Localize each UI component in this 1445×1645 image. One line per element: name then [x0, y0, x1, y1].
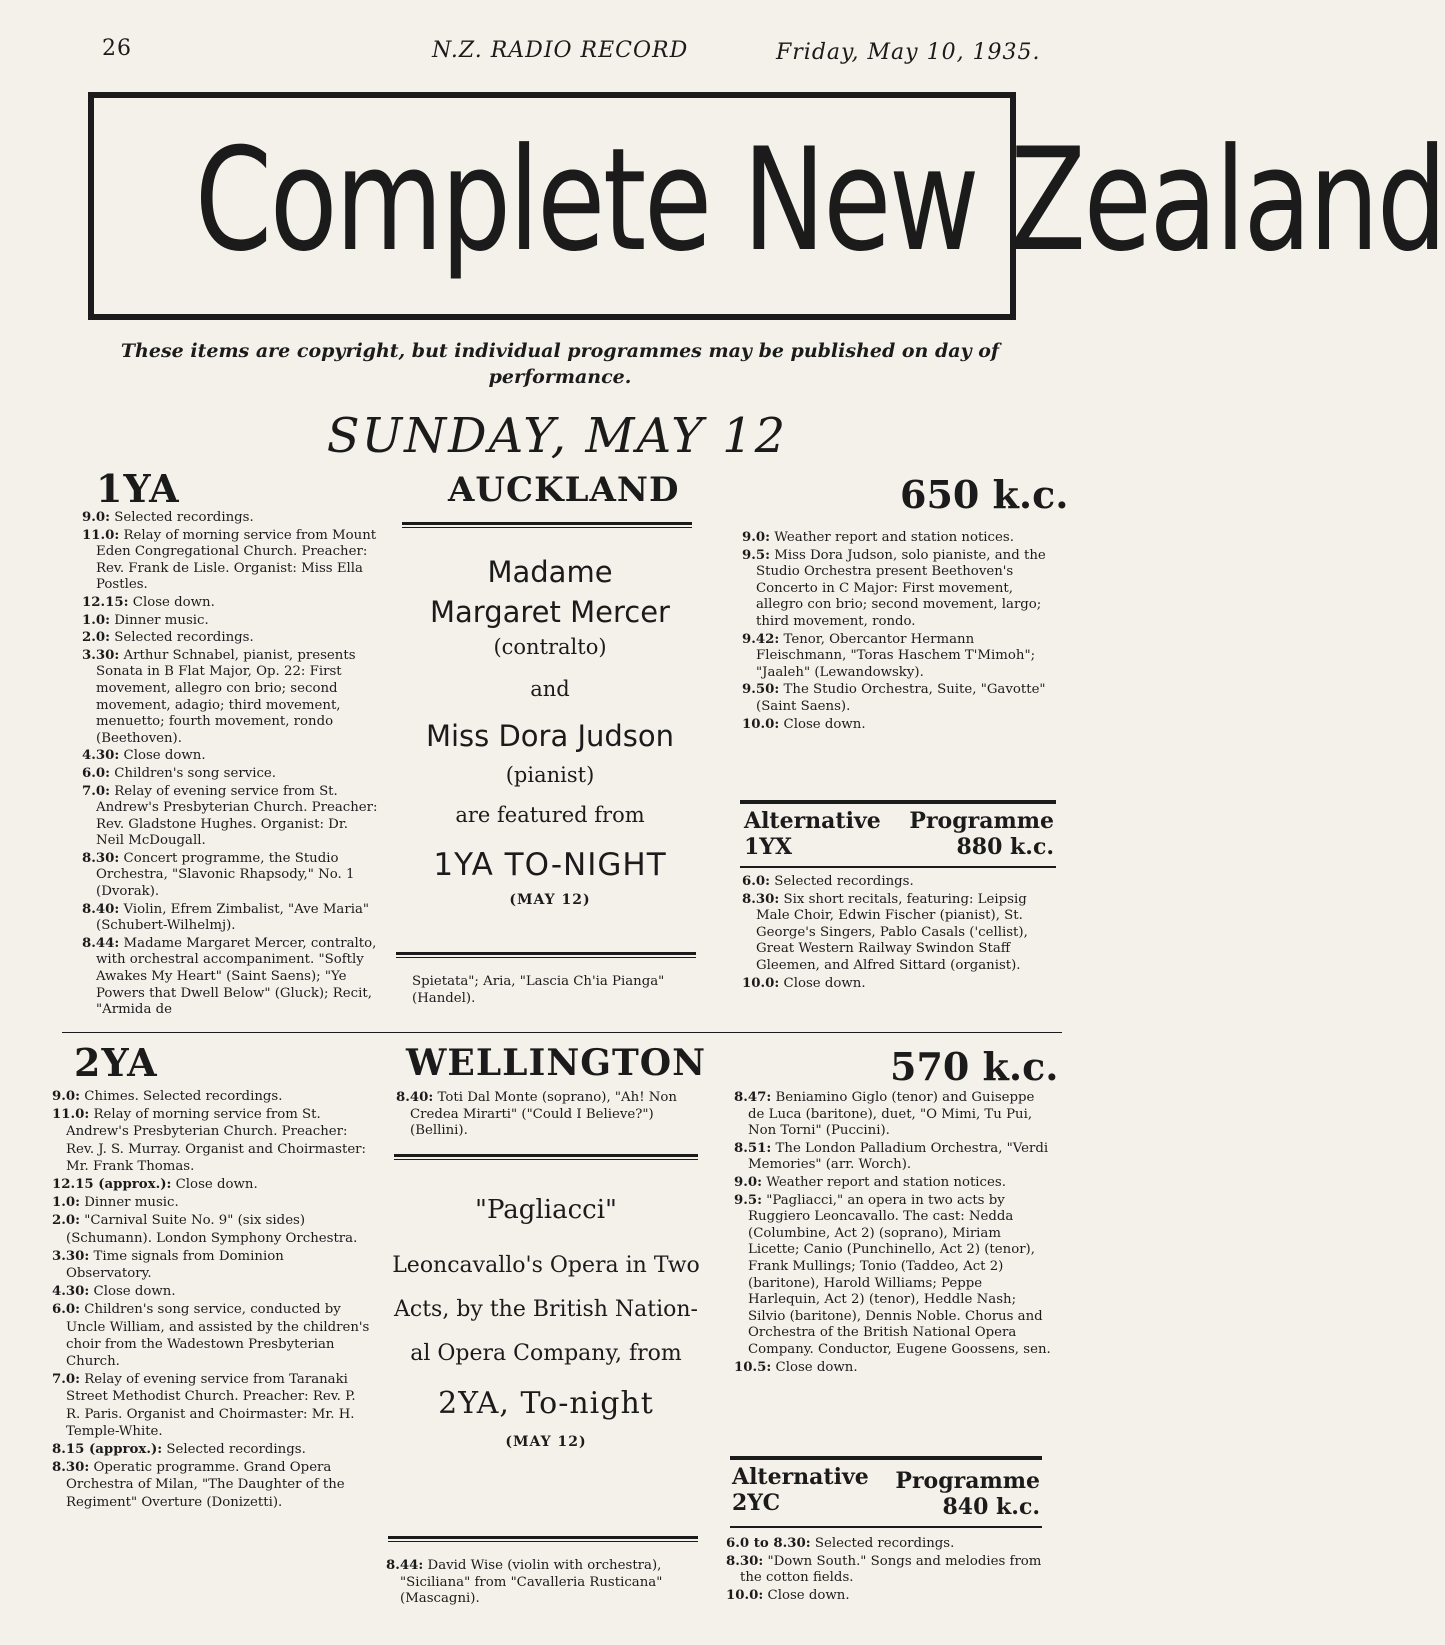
alt-label: Alternative	[732, 1464, 869, 1490]
divider	[396, 957, 696, 958]
programme-item	[742, 632, 1056, 682]
item-text: Close down.	[779, 716, 866, 732]
auckland-feature-box	[400, 552, 700, 908]
item-text: The Studio Orchestra, Suite, "Gavotte" (Saint Saens).	[756, 682, 1046, 714]
auckland-left-column	[82, 510, 380, 1020]
item-time: 12.15 (approx.):	[52, 1177, 172, 1193]
item-time: 8.30:	[742, 891, 780, 907]
programme-item	[52, 1194, 370, 1211]
item-text: The London Palladium Orchestra, "Verdi Memories" (arr. Worch).	[748, 1140, 1049, 1173]
programme-item	[52, 1176, 370, 1193]
programme-item	[734, 1175, 1052, 1192]
programme-item	[82, 613, 380, 630]
wellington-right-column	[734, 1090, 1052, 1377]
feature-line: (MAY 12)	[505, 1434, 587, 1450]
item-text: Selected recordings.	[162, 1442, 306, 1458]
item-time: 6.0 to 8.30:	[726, 1536, 811, 1551]
item-text: Dinner music.	[80, 1195, 179, 1211]
item-time: 9.0:	[52, 1089, 81, 1104]
city-auckland: AUCKLAND	[448, 470, 680, 510]
item-time: 11.0:	[52, 1107, 90, 1123]
item-text: Weather report and station notices.	[762, 1174, 1006, 1190]
feature-line: (pianist)	[505, 763, 595, 787]
section-divider	[62, 1032, 1062, 1033]
item-text: Selected recordings.	[110, 510, 254, 525]
copyright-notice: These items are copyright, but individual programmes may be published on day of performance.	[120, 340, 1000, 388]
feature-line: (contralto)	[493, 635, 607, 659]
item-text: Relay of morning service from Mount Eden Congregational Church. Preacher: Rev. Frank de Lisle. Organist: Miss Ella Postles.	[96, 527, 377, 593]
programme-item	[726, 1554, 1052, 1587]
item-time: 6.0:	[742, 874, 771, 889]
divider	[388, 1536, 698, 1539]
item-time: 3.30:	[82, 647, 120, 663]
item-time: 8.47:	[734, 1090, 772, 1105]
programme-item	[52, 1106, 370, 1175]
programme-item	[734, 1193, 1052, 1359]
alt-station: 2YC	[732, 1490, 781, 1516]
wellington-center-bottom	[386, 1558, 714, 1608]
item-time: 4.30:	[82, 748, 120, 764]
item-time: 7.0:	[82, 783, 111, 799]
item-text: Children's song service, conducted by Uncle William, and assisted by the children's choir from the Wadestown Presbyterian Church.	[66, 1302, 370, 1370]
item-text: Close down.	[89, 1284, 176, 1300]
programme-item	[52, 1283, 370, 1300]
item-text: Close down.	[763, 1587, 850, 1603]
item-text: Selected recordings.	[810, 1536, 955, 1551]
alternative-2yc-box	[730, 1456, 1042, 1528]
feature-line: are featured from	[455, 803, 645, 827]
item-text: Close down.	[779, 975, 866, 991]
divider	[402, 527, 692, 528]
programme-item	[82, 748, 380, 765]
wellington-left-column	[52, 1088, 370, 1512]
alt-label2: Programme	[895, 1468, 1040, 1494]
item-time: 8.30:	[82, 850, 120, 866]
programme-item	[742, 717, 1056, 734]
item-time: 9.50:	[742, 682, 780, 698]
item-time: 12.15:	[82, 594, 129, 610]
programme-item	[82, 851, 380, 901]
divider	[402, 522, 692, 525]
title-banner	[88, 92, 1445, 320]
city-wellington: WELLINGTON	[406, 1042, 707, 1084]
item-text: Operatic programme. Grand Opera Orchestra of Milan, "The Daughter of the Regiment" Overture (Donizetti).	[66, 1460, 345, 1510]
item-time: 8.30:	[52, 1460, 90, 1476]
item-time: 2.0:	[82, 630, 111, 646]
item-time: 8.44:	[386, 1558, 424, 1573]
divider	[388, 1541, 698, 1542]
programme-item	[82, 595, 380, 612]
item-time: 9.0:	[734, 1174, 763, 1190]
item-time: 6.0:	[52, 1302, 81, 1318]
item-time: 10.0:	[742, 716, 780, 732]
programme-item	[82, 936, 380, 1019]
item-text: Violin, Efrem Zimbalist, "Ave Maria" (Schubert-Wilhelmj).	[96, 901, 370, 934]
item-text: Dinner music.	[110, 612, 209, 628]
item-time: 9.42:	[742, 631, 780, 647]
item-time: 1.0:	[82, 612, 111, 628]
item-time: 9.0:	[742, 530, 771, 545]
programme-item	[52, 1088, 370, 1105]
alt-station: 1YX	[744, 834, 793, 860]
day-heading: SUNDAY, MAY 12	[326, 408, 788, 464]
programme-item	[742, 892, 1056, 975]
auckland-right-column	[742, 530, 1056, 734]
item-time: 8.40:	[82, 901, 120, 917]
frequency-2ya: 570 k.c.	[890, 1044, 1059, 1089]
issue-date: Friday, May 10, 1935.	[776, 40, 1041, 65]
banner-title: Complete New Zealand	[194, 118, 1445, 283]
item-time: 9.5:	[734, 1192, 763, 1208]
publication-name: N.Z. RADIO RECORD	[432, 38, 689, 63]
item-time: 8.30:	[726, 1553, 764, 1569]
programme-item	[82, 648, 380, 748]
feature-line: Leoncavallo's Opera in Two	[392, 1253, 700, 1278]
feature-line: Madame	[487, 555, 613, 589]
programme-item	[82, 902, 380, 935]
programme-item	[52, 1301, 370, 1370]
programme-item	[82, 528, 380, 594]
item-time: 8.44:	[82, 935, 120, 951]
programme-item	[82, 630, 380, 647]
programme-item	[52, 1459, 370, 1511]
alternative-1yx-box	[740, 800, 1056, 868]
programme-item	[726, 1536, 1052, 1553]
item-time: 9.0:	[82, 510, 111, 525]
wellington-feature-box	[386, 1192, 706, 1450]
item-time: 2.0:	[52, 1213, 81, 1229]
alt-frequency: 880 k.c.	[956, 834, 1054, 860]
auckland-alt-column	[742, 874, 1056, 993]
programme-item	[52, 1248, 370, 1282]
page-number: 26	[102, 36, 132, 61]
item-text: Arthur Schnabel, pianist, presents Sonata in B Flat Major, Op. 22: First movement, allegro con brio; second movement, adagio; third movement, menuetto; fourth movement, rondo (Beethoven).	[96, 647, 356, 746]
feature-line: and	[530, 677, 570, 701]
item-text: Concert programme, the Studio Orchestra, "Slavonic Rhapsody," No. 1 (Dvorak).	[96, 850, 355, 900]
feature-line: al Opera Company, from	[410, 1341, 682, 1366]
item-time: 1.0:	[52, 1195, 81, 1211]
item-time: 8.51:	[734, 1140, 772, 1156]
item-text: Close down.	[128, 594, 215, 610]
item-time: 6.0:	[82, 765, 111, 781]
item-time: 8.15 (approx.):	[52, 1442, 163, 1458]
programme-item	[734, 1360, 1052, 1377]
item-text: Chimes. Selected recordings.	[80, 1089, 283, 1104]
feature-line: "Pagliacci"	[475, 1195, 617, 1225]
item-text: Relay of morning service from St. Andrew's Presbyterian Church. Preacher: Rev. J. S. Murray. Organist and Choirmaster: Mr. Frank Thomas.	[66, 1107, 367, 1174]
item-text: "Carnival Suite No. 9" (six sides) (Schumann). London Symphony Orchestra.	[66, 1213, 358, 1246]
item-text: David Wise (violin with orchestra), "Siciliana" from "Cavalleria Rusticana" (Mascagni).	[400, 1558, 663, 1607]
auckland-continuation: Spietata"; Aria, "Lascia Ch'ia Pianga" (Handel).	[412, 974, 665, 1006]
programme-item	[82, 510, 380, 527]
item-time: 4.30:	[52, 1284, 90, 1300]
alt-frequency: 840 k.c.	[942, 1494, 1040, 1520]
alt-label2: Programme	[909, 808, 1054, 834]
item-text: Time signals from Dominion Observatory.	[66, 1248, 284, 1282]
programme-item	[734, 1090, 1052, 1140]
item-text: Six short recitals, featuring: Leipsig Male Choir, Edwin Fischer (pianist), St. George's Singers, Pablo Casals ('cellist), Great Western Railway Swindon Staff Gleemen, and Alfred Sittard (organist).	[756, 891, 1028, 973]
item-time: 7.0:	[52, 1372, 81, 1388]
station-2ya: 2YA	[74, 1040, 158, 1085]
programme-item	[52, 1212, 370, 1246]
feature-line: Acts, by the British Nation-	[394, 1297, 698, 1322]
feature-line: Margaret Mercer	[430, 595, 670, 629]
item-text: Close down.	[771, 1359, 858, 1375]
programme-item	[734, 1141, 1052, 1174]
feature-line: Miss Dora Judson	[425, 719, 675, 753]
item-text: Selected recordings.	[770, 874, 914, 889]
feature-line: 2YA, To-night	[438, 1386, 654, 1421]
feature-line: (MAY 12)	[509, 892, 591, 908]
item-time: 10.0:	[726, 1587, 764, 1603]
divider	[394, 1159, 698, 1160]
item-text: Selected recordings.	[110, 630, 254, 646]
programme-item	[742, 682, 1056, 715]
programme-item	[82, 766, 380, 783]
alt-label: Alternative	[744, 808, 881, 834]
programme-item	[82, 784, 380, 850]
item-text: Children's song service.	[110, 765, 277, 781]
divider	[394, 1154, 698, 1157]
item-text: Madame Margaret Mercer, contralto, with orchestral accompaniment. "Softly Awakes My Heart" (Saint Saens); "Ye Powers that Dwell Below" (Gluck); Recit, "Armida de	[96, 935, 377, 1018]
item-text: "Down South." Songs and melodies from the cotton fields.	[740, 1553, 1042, 1586]
item-time: 10.0:	[742, 975, 780, 991]
item-text: Close down.	[171, 1177, 258, 1193]
item-time: 11.0:	[82, 527, 120, 543]
item-time: 10.5:	[734, 1359, 772, 1375]
item-time: 3.30:	[52, 1248, 90, 1264]
item-text: Toti Dal Monte (soprano), "Ah! Non Credea Mirarti" ("Could I Believe?") (Bellini).	[410, 1090, 677, 1139]
divider	[396, 952, 696, 955]
item-text: Weather report and station notices.	[770, 530, 1014, 545]
programme-item	[52, 1441, 370, 1458]
frequency-1ya: 650 k.c.	[900, 472, 1069, 517]
item-text: "Pagliacci," an opera in two acts by Ruggiero Leoncavallo. The cast: Nedda (Columbine, Act 2) (soprano), Miriam Licette; Canio (Punchinello, Act 2) (tenor), Frank Mullings; Tonio (Taddeo, Act 2) (baritone), Harold Williams; Peppe Harlequin, Act 2) (tenor), Heddle Nash; Silvio (baritone), Dennis Noble. Chorus and Orchestra of the British National Opera Company. Conductor, Eugene Goossens, sen.	[748, 1192, 1051, 1357]
programme-item	[742, 874, 1056, 891]
wellington-center-top	[396, 1090, 714, 1140]
item-time: 9.5:	[742, 547, 771, 563]
item-text: Beniamino Giglo (tenor) and Guiseppe de Luca (baritone), duet, "O Mimi, Tu Pui, Non Torni" (Puccini).	[748, 1090, 1035, 1139]
item-text: Relay of evening service from St. Andrew's Presbyterian Church. Preacher: Rev. Gladstone Hughes. Organist: Dr. Neil McDougall.	[96, 783, 378, 849]
wellington-alt-column	[726, 1536, 1052, 1605]
item-text: Relay of evening service from Taranaki Street Methodist Church. Preacher: Rev. P. R. Paris. Organist and Choirmaster: Mr. H. Temple-White.	[66, 1372, 356, 1439]
item-text: Tenor, Obercantor Hermann Fleischmann, "Toras Haschem T'Mimoh"; "Jaaleh" (Lewandowsky).	[756, 631, 1036, 680]
item-text: Miss Dora Judson, solo pianiste, and the Studio Orchestra present Beethoven's Concerto in C Major: First movement, allegro con brio; second movement, largo; third movement, rondo.	[756, 547, 1046, 629]
station-1ya: 1YA	[96, 466, 180, 511]
programme-item	[742, 976, 1056, 993]
feature-line: 1YA TO-NIGHT	[433, 847, 667, 883]
item-text: Close down.	[119, 748, 206, 764]
programme-item	[52, 1371, 370, 1440]
programme-item	[742, 548, 1056, 631]
programme-item	[726, 1588, 1052, 1605]
programme-item	[742, 530, 1056, 547]
item-time: 8.40:	[396, 1090, 434, 1105]
